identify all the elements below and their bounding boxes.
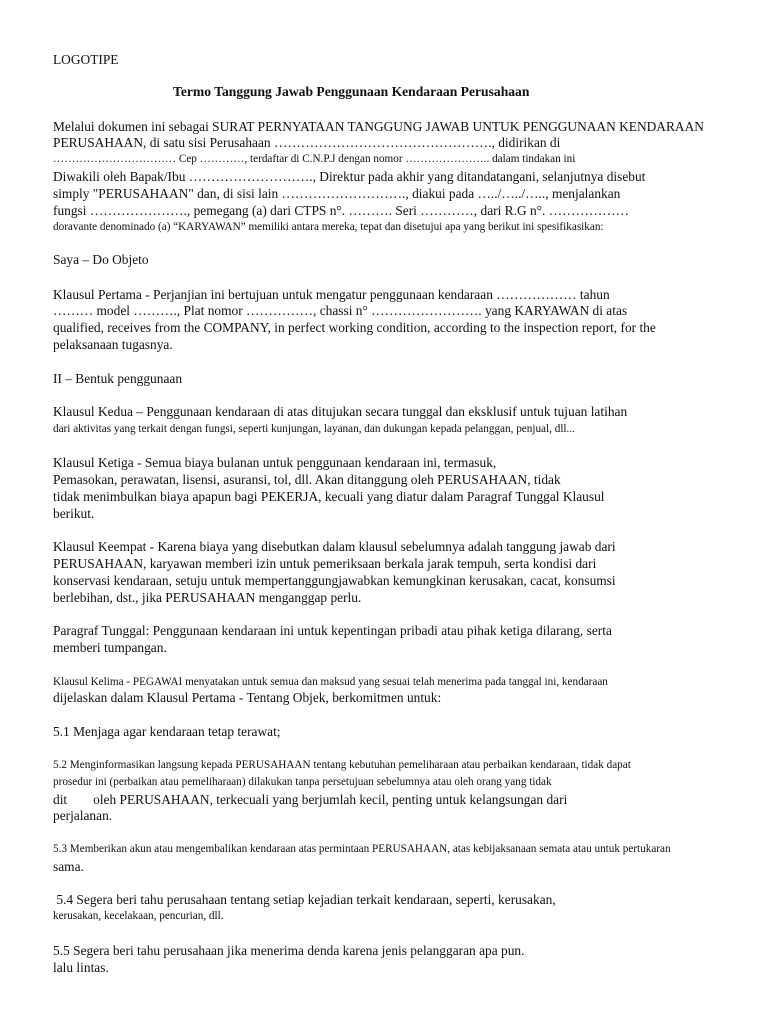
item-5-3-line: 5.3 Memberikan akun atau mengembalikan kendaraan atas permintaan PERUSAHAAN, atas kebijaksanaan semata atau untuk pertukaran (53, 843, 671, 855)
intro-line: Diwakili oleh Bapak/Ibu ………………………., Direktur pada akhir yang ditandatangani, selanjutnya disebut (53, 169, 646, 184)
clause-2-line: dari aktivitas yang terkait dengan fungsi, seperti kunjungan, layanan, dan dukungan kepada pelanggan, penjual, dll... (53, 423, 575, 435)
single-paragraph-line: memberi tumpangan. (53, 640, 167, 655)
clause-4-line: PERUSAHAAN, karyawan memberi izin untuk pemeriksaan berkala jarak tempuh, serta kondisi dari (53, 556, 597, 571)
item-5-4-line: kerusakan, kecelakaan, pencurian, dll. (53, 910, 224, 922)
clause-3-line: berikut. (53, 506, 95, 521)
intro-line: fungsi …………………., pemegang (a) dari CTPS n°. ………. Seri …………, dari R.G n°. ……………… (53, 203, 630, 218)
intro-line: PERUSAHAAN, di satu sisi Perusahaan …………………………………………., didirikan di (53, 135, 561, 150)
clause-3-line: Pemasokan, perawatan, lisensi, asuransi, tol, dll. Akan ditanggung oleh PERUSAHAAN, tidak (53, 472, 561, 487)
clause-1-line: ……… model ………., Plat nomor ……………, chassi n° ……………………. yang KARYAWAN di atas (53, 303, 628, 318)
single-paragraph-line: Paragraf Tunggal: Penggunaan kendaraan ini untuk kepentingan pribadi atau pihak ketiga dilarang, serta (53, 623, 612, 638)
item-5-2-line: perjalanan. (53, 808, 113, 823)
intro-line: doravante denominado (a) “KARYAWAN” memiliki antara mereka, tepat dan disetujui apa yang berikut ini spesifikasikan: (53, 221, 604, 233)
item-5-1: 5.1 Menjaga agar kendaraan tetap terawat; (53, 724, 281, 739)
clause-2-line: Klausul Kedua – Penggunaan kendaraan di atas ditujukan secara tunggal dan eksklusif untuk tujuan latihan (53, 404, 628, 419)
clause-3-line: tidak menimbulkan biaya apapun bagi PEKERJA, kecuali yang diatur dalam Paragraf Tunggal Klausul (53, 489, 605, 504)
section-heading-object: Saya – Do Objeto (53, 252, 149, 267)
item-5-2-fragment: oleh PERUSAHAAN, terkecuali yang berjumlah kecil, penting untuk kelangsungan dari (93, 792, 568, 807)
section-heading-usage: II – Bentuk penggunaan (53, 371, 183, 386)
logo-placeholder: LOGOTIPE (53, 52, 119, 67)
item-5-2-line: 5.2 Menginformasikan langsung kepada PERUSAHAAN tentang kebutuhan pemeliharaan atau perbaikan kendaraan, tidak dapat (53, 759, 631, 771)
clause-1-line: pelaksanaan tugasnya. (53, 337, 173, 352)
clause-1-line: Klausul Pertama - Perjanjian ini bertujuan untuk mengatur penggunaan kendaraan ……………… tahun (53, 287, 610, 302)
item-5-5-line: 5.5 Segera beri tahu perusahaan jika menerima denda karena jenis pelanggaran apa pun. (53, 943, 525, 958)
item-5-4-line: 5.4 Segera beri tahu perusahaan tentang setiap kejadian terkait kendaraan, seperti, kerusakan, (53, 892, 556, 907)
intro-line: simply "PERUSAHAAN" dan, di sisi lain ………………………., diakui pada …../…../….., menjalankan (53, 186, 621, 201)
intro-line: …………………………… Cep …………, terdaftar di C.N.P.J dengan nomor ………………….. dalam tindakan ini (53, 153, 576, 165)
item-5-3-line: sama. (53, 859, 84, 874)
item-5-2-fragment: dit (53, 792, 68, 807)
clause-4-line: berlebihan, dst., jika PERUSAHAAN menganggap perlu. (53, 590, 362, 605)
item-5-5-line: lalu lintas. (53, 960, 109, 975)
item-5-2-line: prosedur ini (perbaikan atau pemeliharaan) dilakukan tanpa persetujuan sebelumnya atau oleh orang yang tidak (53, 776, 552, 788)
clause-3-line: Klausul Ketiga - Semua biaya bulanan untuk penggunaan kendaraan ini, termasuk, (53, 455, 497, 470)
document-title: Termo Tanggung Jawab Penggunaan Kendaraan Perusahaan (173, 84, 530, 99)
clause-1-line: qualified, receives from the COMPANY, in perfect working condition, according to the inspection report, for the (53, 320, 656, 335)
clause-4-line: Klausul Keempat - Karena biaya yang disebutkan dalam klausul sebelumnya adalah tanggung jawab dari (53, 539, 616, 554)
clause-4-line: konservasi kendaraan, setuju untuk mempertanggungjawabkan kemungkinan kerusakan, cacat, konsumsi (53, 573, 616, 588)
clause-5-line: Klausul Kelima - PEGAWAI menyatakan untuk semua dan maksud yang sesuai telah menerima pada tanggal ini, kendaraan (53, 676, 608, 688)
intro-line: Melalui dokumen ini sebagai SURAT PERNYATAAN TANGGUNG JAWAB UNTUK PENGGUNAAN KENDARAAN (53, 119, 704, 134)
item-5-2-line (53, 792, 567, 808)
clause-5-line: dijelaskan dalam Klausul Pertama - Tentang Objek, berkomitmen untuk: (53, 690, 442, 705)
